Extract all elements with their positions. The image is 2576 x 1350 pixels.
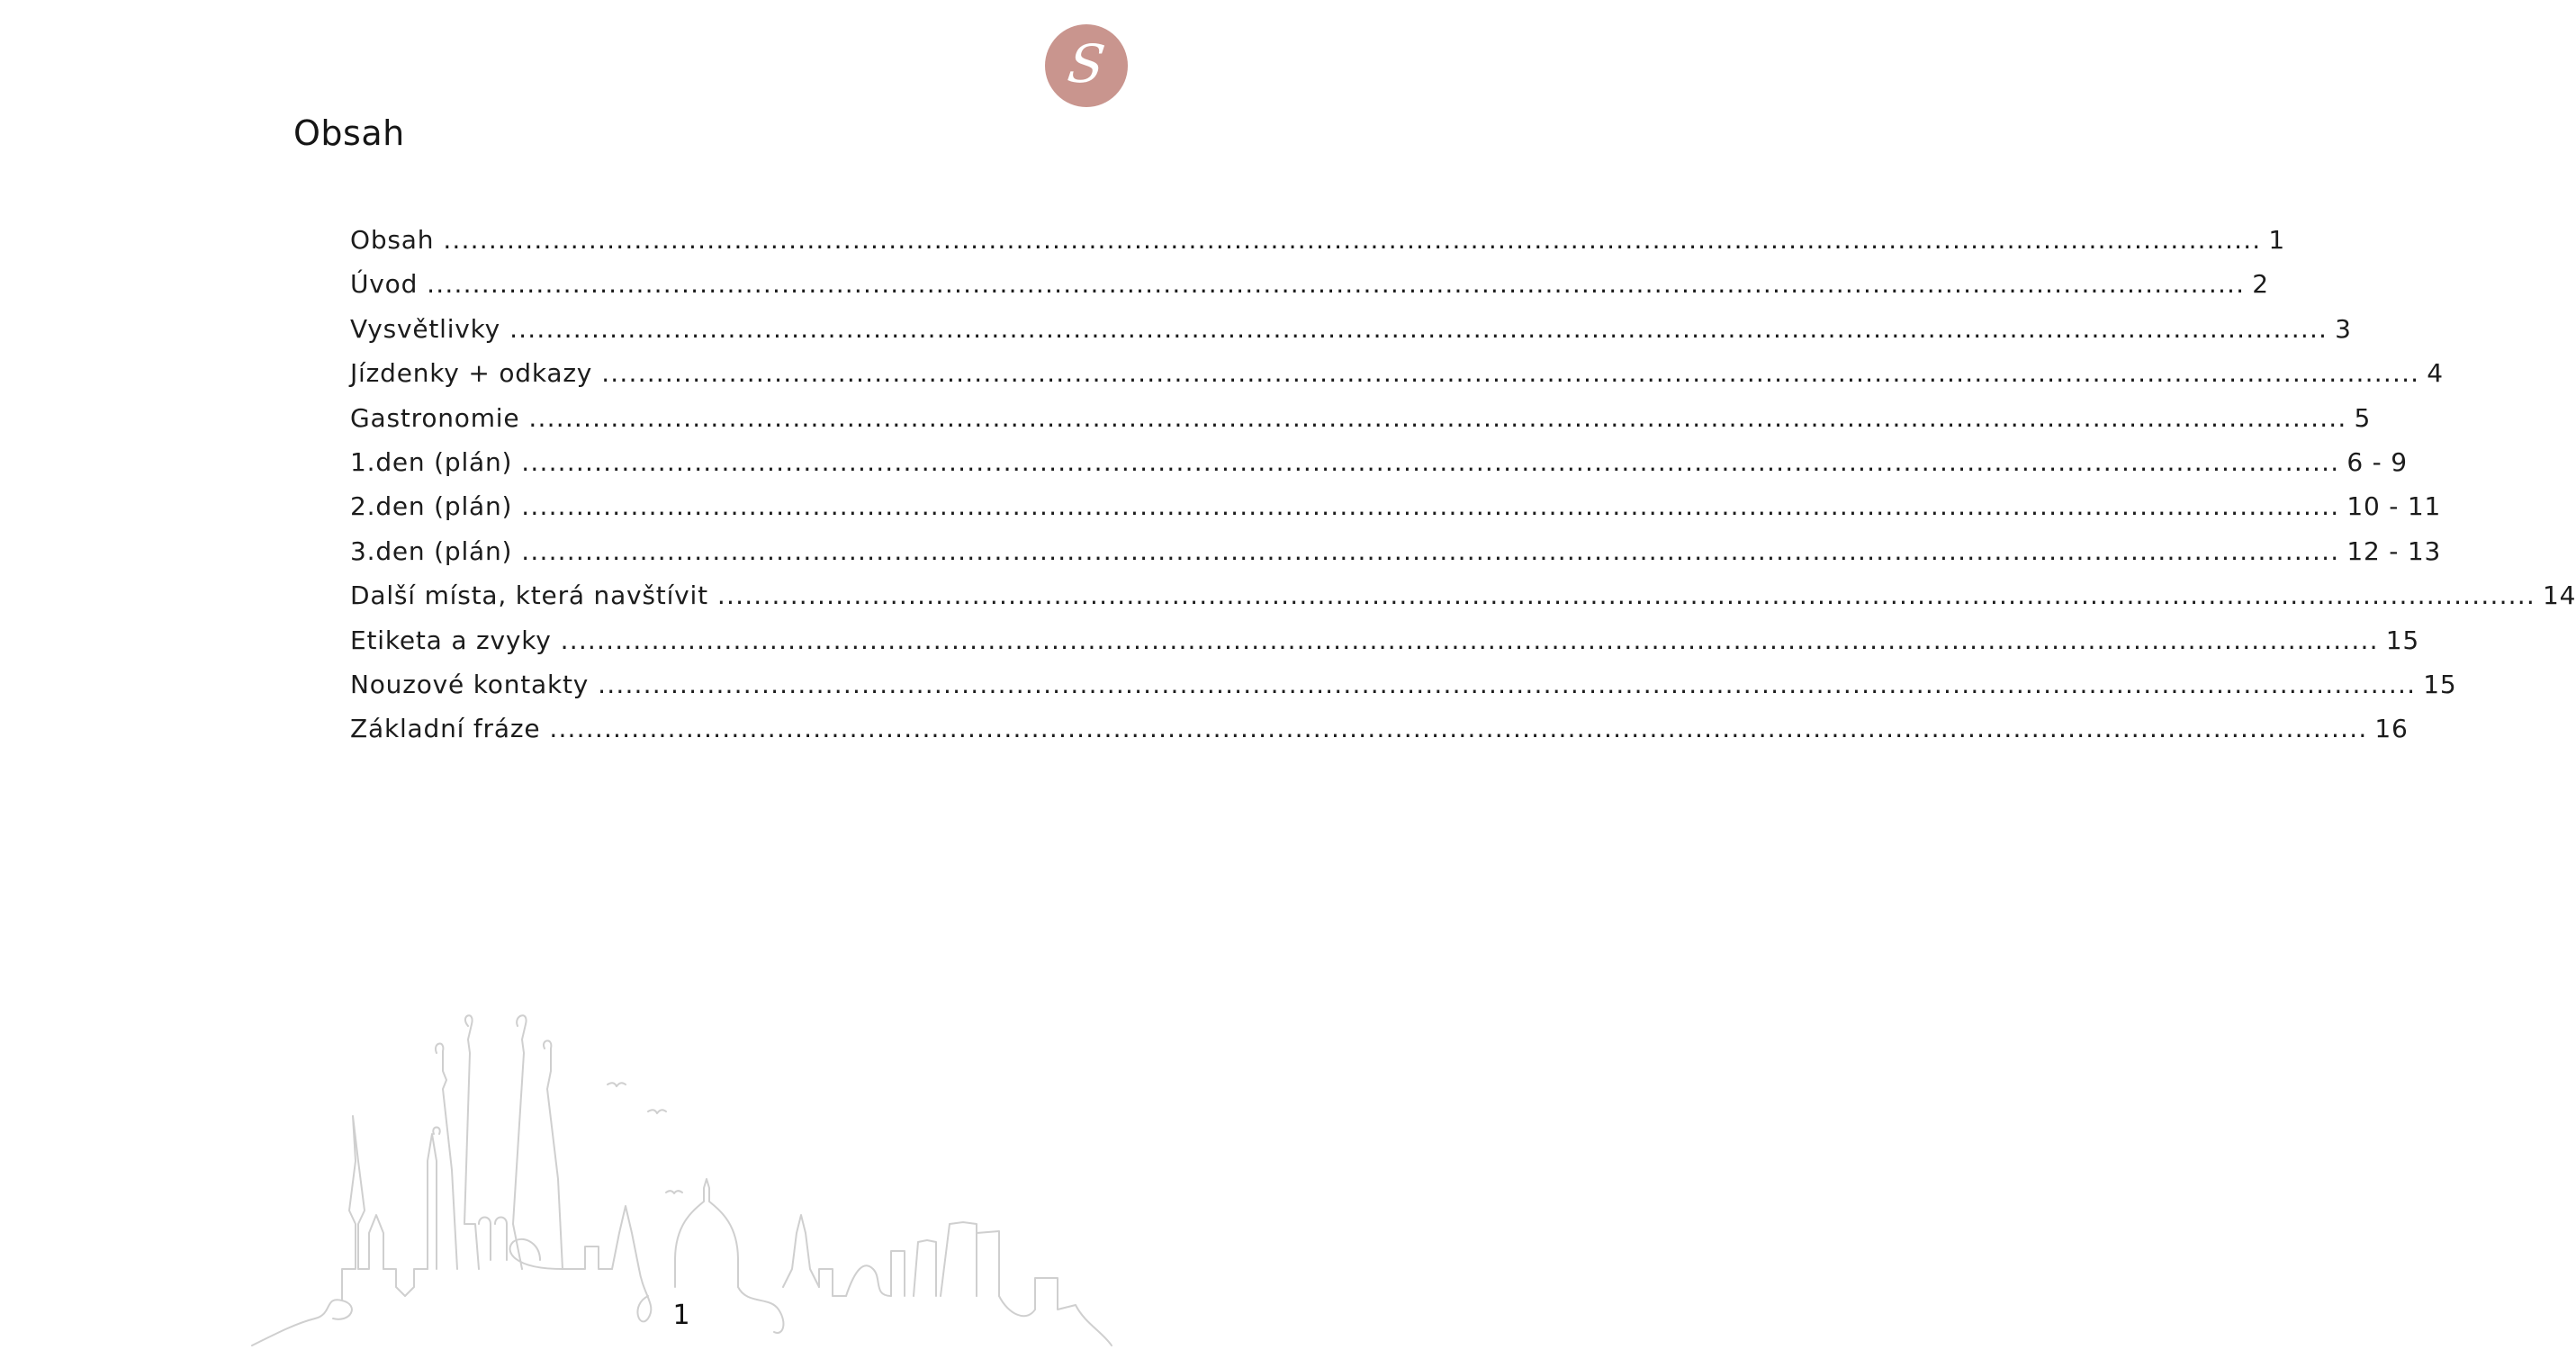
toc-leader-dots: ........................................................................................................................................................................................................ (521, 536, 2340, 566)
toc-entry-label: Nouzové kontakty (350, 669, 590, 699)
toc-entry-page: 12 - 13 (2346, 536, 2442, 566)
toc-entry-label: 1.den (plán) (350, 446, 513, 477)
toc-entry-page: 6 - 9 (2346, 446, 2408, 477)
toc-leader-dots: ........................................................................................................................................................................................................ (521, 491, 2340, 522)
toc-leader-dots: ........................................................................................................................................................................................................ (560, 625, 2379, 655)
toc-entry-label: Úvod (350, 269, 419, 300)
toc-entry[interactable] (350, 536, 2442, 580)
toc-entry[interactable] (350, 402, 2372, 447)
toc-entry-label: Gastronomie (350, 402, 520, 433)
toc-entry-page: 3 (2335, 313, 2352, 344)
toc-entry-label: Základní fráze (350, 714, 541, 744)
toc-entry-label: Další místa, která navštívit (350, 580, 708, 611)
logo-letter: S (1064, 33, 1109, 94)
toc-entry[interactable] (350, 669, 2457, 714)
toc-entry-page: 15 (2423, 669, 2457, 699)
page-title: Obsah (293, 113, 405, 153)
table-of-contents (350, 225, 2576, 759)
toc-entry-page: 14 (2542, 580, 2576, 611)
toc-entry[interactable] (350, 714, 2409, 758)
toc-entry[interactable] (350, 580, 2576, 625)
toc-leader-dots: ........................................................................................................................................................................................................ (521, 446, 2340, 477)
toc-entry[interactable] (350, 269, 2269, 313)
toc-leader-dots: ........................................................................................................................................................................................................ (443, 225, 2262, 255)
toc-entry-page: 16 (2374, 714, 2409, 744)
toc-leader-dots: ........................................................................................................................................................................................................ (549, 714, 2368, 744)
toc-entry[interactable] (350, 446, 2408, 491)
toc-entry-page: 5 (2354, 402, 2372, 433)
toc-entry-page: 15 (2385, 625, 2419, 655)
brand-logo (1045, 24, 1128, 107)
toc-leader-dots: ........................................................................................................................................................................................................ (509, 313, 2328, 344)
toc-entry-label: Jízdenky + odkazy (350, 358, 593, 389)
toc-leader-dots: ........................................................................................................................................................................................................ (601, 358, 2420, 389)
toc-entry-page: 2 (2252, 269, 2269, 300)
toc-entry-label: Obsah (350, 225, 435, 255)
page-number: 1 (672, 1300, 690, 1331)
toc-entry[interactable] (350, 358, 2444, 402)
toc-leader-dots: ........................................................................................................................................................................................................ (528, 402, 2347, 433)
toc-entry-label: Vysvětlivky (350, 313, 501, 344)
toc-leader-dots: ........................................................................................................................................................................................................ (716, 580, 2535, 611)
toc-entry[interactable] (350, 225, 2286, 269)
toc-entry[interactable] (350, 625, 2419, 670)
toc-entry[interactable] (350, 491, 2442, 536)
toc-entry-page: 4 (2427, 358, 2444, 389)
toc-leader-dots: ........................................................................................................................................................................................................ (598, 669, 2417, 699)
toc-entry[interactable] (350, 313, 2352, 358)
toc-leader-dots: ........................................................................................................................................................................................................ (427, 269, 2246, 300)
city-skyline-icon (243, 999, 1116, 1350)
toc-entry-page: 10 - 11 (2346, 491, 2442, 522)
toc-entry-label: Etiketa a zvyky (350, 625, 552, 655)
toc-entry-label: 3.den (plán) (350, 536, 513, 566)
toc-entry-page: 1 (2268, 225, 2286, 255)
toc-entry-label: 2.den (plán) (350, 491, 513, 522)
